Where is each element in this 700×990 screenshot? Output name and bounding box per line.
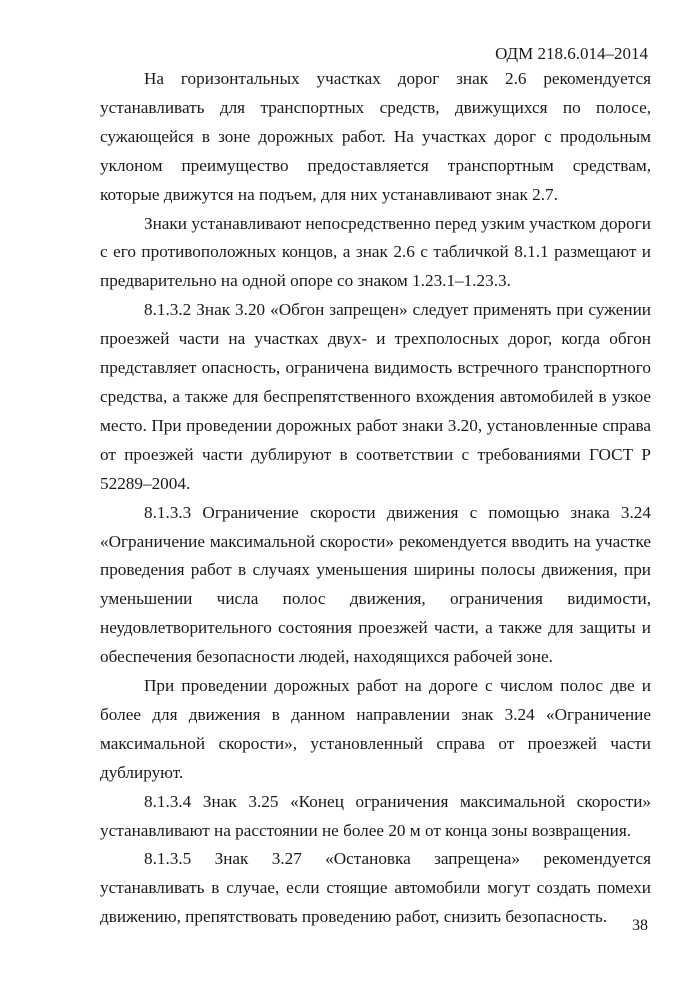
page-number: 38 — [632, 917, 648, 934]
paragraph-8-1-3-3: 8.1.3.3 Ограничение скорости движения с помощью знака 3.24 «Ограничение максимальной скорости» рекомендуется вводить на участке проведения работ в случаях уменьшения ширины полосы движения, при уменьшении числа полос движения, ограничения видимости, неудовлетворительного состояния проезжей части, а также для защиты и обеспечения безопасности людей, находящихся рабочей зоне. — [100, 502, 651, 667]
paragraph-8-1-3-5: 8.1.3.5 Знак 3.27 «Остановка запрещена» рекомендуется устанавливать в случае, если стоящие автомобили могут создать помехи движению, препятствовать проведению работ, снизить безопасность. — [100, 849, 651, 927]
paragraph-sign-placement: Знаки устанавливают непосредственно перед узким участком дороги с его противоположных концов, а знак 2.6 с табличкой 8.1.1 размещают и предварительно на одной опоре со знаком 1.23.1–1.23.3. — [100, 213, 651, 291]
paragraph-8-1-3-4: 8.1.3.4 Знак 3.25 «Конец ограничения максимальной скорости» устанавливают на расстоянии не более 20 м от конца зоны возвращения. — [100, 791, 651, 840]
paragraph-signs-2-6-2-7: На горизонтальных участках дорог знак 2.6 рекомендуется устанавливать для транспортных средств, движущихся по полосе, сужающейся в зоне дорожных работ. На участках дорог с продольным уклоном преимущество предоставляется транспортным средствам, которые движутся на подъем, для них устанавливают знак 2.7. — [100, 69, 651, 204]
paragraph-multilane-speed-limit: При проведении дорожных работ на дороге с числом полос две и более для движения в данном направлении знак 3.24 «Ограничение максимальной скорости», установленный справа от проезжей части дублируют. — [100, 676, 651, 782]
document-code-header: ОДМ 218.6.014–2014 — [495, 44, 648, 63]
paragraph-8-1-3-2: 8.1.3.2 Знак 3.20 «Обгон запрещен» следует применять при сужении проезжей части на участках двух- и трехполосных дорог, когда обгон представляет опасность, ограничена видимость встречного транспортного средства, а также для беспрепятственного вхождения автомобилей в узкое место. При проведении дорожных работ знаки 3.20, установленные справа от проезжей части дублируют в соответствии с требованиями ГОСТ Р 52289–2004. — [100, 300, 651, 493]
document-body — [100, 65, 651, 932]
